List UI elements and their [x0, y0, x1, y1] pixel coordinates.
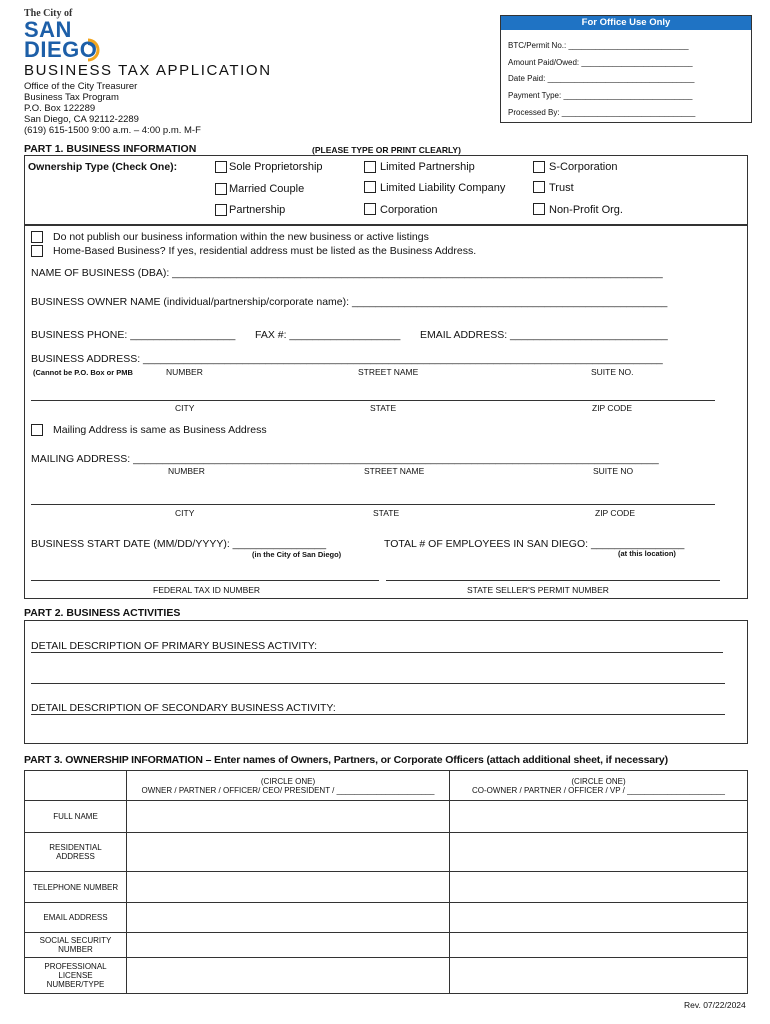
office-use-header: For Office Use Only [501, 16, 751, 30]
owner-address-cell[interactable] [127, 833, 450, 872]
label-zip-code: ZIP CODE [595, 508, 635, 518]
label-federal-tax: FEDERAL TAX ID NUMBER [153, 585, 261, 595]
employees-field[interactable]: TOTAL # OF EMPLOYEES IN SAN DIEGO: ________________ [384, 538, 685, 550]
label-number: NUMBER [168, 466, 205, 476]
row-label-ssn [25, 933, 127, 958]
city-logo [24, 8, 124, 64]
office-use-field: Processed By: ______________________________ [508, 108, 696, 117]
circle-one-label: (CIRCLE ONE) [260, 776, 316, 786]
label-suite-no: SUITE NO [593, 466, 634, 476]
owner-ssn-cell[interactable] [127, 933, 450, 958]
label-street-name: STREET NAME [364, 466, 425, 476]
checkbox-partnership[interactable] [215, 204, 227, 216]
ownership-type-label: Ownership Type (Check One): [28, 161, 178, 173]
label-nonprofit: Non-Profit Org. [549, 204, 623, 216]
part1-instruction: (PLEASE TYPE OR PRINT CLEARLY) [312, 145, 461, 155]
address-line: Office of the City Treasurer [24, 81, 138, 92]
secondary-activity-label: DETAIL DESCRIPTION OF SECONDARY BUSINESS ACTIVITY: [31, 702, 336, 714]
co-owner-phone-cell[interactable] [450, 872, 748, 903]
office-use-field: Date Paid: _________________________________ [508, 74, 695, 83]
part1-heading: PART 1. BUSINESS INFORMATION [24, 143, 197, 155]
business-activities-box [24, 620, 748, 744]
checkbox-trust[interactable] [533, 181, 545, 193]
label-partnership: Partnership [229, 204, 286, 216]
label-no-publish: Do not publish our business information within the new business or active listings [53, 231, 429, 243]
checkbox-married-couple[interactable] [215, 183, 227, 195]
label-trust: Trust [549, 182, 574, 194]
treasurer-address [24, 81, 201, 136]
office-use-field: BTC/Permit No.: ___________________________ [508, 41, 689, 50]
row-label-email: EMAIL ADDRESS [25, 903, 127, 933]
co-owner-ssn-cell[interactable] [450, 933, 748, 958]
owner-name-field[interactable]: BUSINESS OWNER NAME (individual/partnership/corporate name): ______________________________________________________ [31, 296, 668, 308]
table-row [25, 833, 748, 872]
business-address-field[interactable]: BUSINESS ADDRESS: _________________________________________________________________________________________ [31, 353, 663, 365]
label-state: STATE [373, 508, 400, 518]
label-zip-code: ZIP CODE [592, 403, 632, 413]
label-sole-proprietorship: Sole Proprietorship [229, 161, 323, 173]
address-line: San Diego, CA 92112-2289 [24, 114, 139, 125]
start-date-field[interactable]: BUSINESS START DATE (MM/DD/YYYY): ________________ [31, 538, 327, 550]
mailing-city-state-zip-line[interactable] [31, 504, 715, 505]
checkbox-home-based[interactable] [31, 245, 43, 257]
co-owner-license-cell[interactable] [450, 958, 748, 994]
secondary-activity-field[interactable] [31, 702, 725, 715]
checkbox-s-corporation[interactable] [533, 161, 545, 173]
row-label-license [25, 958, 127, 994]
federal-tax-line[interactable] [31, 580, 379, 581]
label-s-corporation: S-Corporation [549, 161, 618, 173]
in-city-note: (in the City of San Diego) [252, 550, 342, 559]
row-label-text: SOCIAL SECURITY [39, 936, 112, 945]
label-state: STATE [370, 403, 397, 413]
primary-activity-line-2[interactable] [31, 683, 725, 684]
address-line: Business Tax Program [24, 92, 119, 103]
co-owner-address-cell[interactable] [450, 833, 748, 872]
table-row [25, 872, 748, 903]
label-llc: Limited Liability Company [380, 182, 506, 194]
po-box-note: (Cannot be P.O. Box or PMB [33, 368, 133, 377]
checkbox-llc[interactable] [364, 181, 376, 193]
checkbox-nonprofit[interactable] [533, 203, 545, 215]
table-row [25, 903, 748, 933]
label-number: NUMBER [166, 367, 203, 377]
owner-email-cell[interactable] [127, 903, 450, 933]
label-home-based: Home-Based Business? If yes, residential address must be listed as the Business Address. [53, 245, 477, 257]
office-use-box [500, 15, 752, 123]
office-use-field: Payment Type: _____________________________ [508, 91, 693, 100]
label-mailing-same: Mailing Address is same as Business Address [53, 424, 267, 436]
label-street-name: STREET NAME [358, 367, 419, 377]
label-suite-no: SUITE NO. [591, 367, 634, 377]
seller-permit-line[interactable] [386, 580, 720, 581]
row-label-full-name: FULL NAME [25, 801, 127, 833]
label-limited-partnership: Limited Partnership [380, 161, 475, 173]
label-seller-permit: STATE SELLER'S PERMIT NUMBER [467, 585, 609, 595]
row-label-text: LICENSE [58, 971, 93, 980]
logo-san: SAN [24, 17, 72, 42]
checkbox-corporation[interactable] [364, 203, 376, 215]
row-label-text: NUMBER/TYPE [46, 980, 105, 989]
label-corporation: Corporation [380, 204, 438, 216]
owner-license-cell[interactable] [127, 958, 450, 994]
column-header-co-owner[interactable] [450, 771, 748, 801]
fax-field[interactable]: FAX #: ___________________ [255, 329, 401, 341]
label-city: CITY [175, 403, 195, 413]
page-title: BUSINESS TAX APPLICATION [24, 62, 272, 79]
primary-activity-label: DETAIL DESCRIPTION OF PRIMARY BUSINESS ACTIVITY: [31, 640, 318, 652]
owner-title-options: OWNER / PARTNER / OFFICER/ CEO/ PRESIDENT / ______________________ [141, 785, 435, 795]
address-line: (619) 615-1500 9:00 a.m. – 4:00 p.m. M-F [24, 125, 201, 136]
city-state-zip-line[interactable] [31, 400, 715, 401]
part3-heading: PART 3. OWNERSHIP INFORMATION – Enter names of Owners, Partners, or Corporate Officers (attach additional sheet, if necessary) [24, 754, 668, 766]
business-name-field[interactable]: NAME OF BUSINESS (DBA): ____________________________________________________________________________________ [31, 267, 663, 279]
email-field[interactable]: EMAIL ADDRESS: ___________________________ [420, 329, 668, 341]
checkbox-no-publish[interactable] [31, 231, 43, 243]
co-owner-title-options: CO-OWNER / PARTNER / OFFICER / VP / ______________________ [471, 785, 725, 795]
primary-activity-field[interactable] [31, 640, 723, 653]
logo-small-text: The City of [24, 8, 73, 19]
table-row [25, 933, 748, 958]
label-married-couple: Married Couple [229, 183, 305, 195]
table-corner [25, 771, 127, 801]
row-label-telephone: TELEPHONE NUMBER [25, 872, 127, 903]
circle-one-label: (CIRCLE ONE) [571, 776, 626, 786]
co-owner-email-cell[interactable] [450, 903, 748, 933]
owner-full-name-cell[interactable] [127, 801, 450, 833]
checkbox-mailing-same[interactable] [31, 424, 43, 436]
office-use-field: Amount Paid/Owed: _________________________ [508, 58, 693, 67]
sun-icon [86, 38, 102, 62]
address-line: P.O. Box 122289 [24, 103, 96, 114]
at-location-note: (at this location) [618, 549, 676, 558]
row-label-text: NUMBER [58, 945, 93, 954]
checkbox-limited-partnership[interactable] [364, 161, 376, 173]
ownership-table [24, 770, 748, 994]
table-row [25, 958, 748, 994]
owner-phone-cell[interactable] [127, 872, 450, 903]
revision-date: Rev. 07/22/2024 [684, 1000, 746, 1010]
row-label-text: ADDRESS [56, 852, 95, 861]
row-label-residential-address [25, 833, 127, 872]
business-phone-field[interactable]: BUSINESS PHONE: __________________ [31, 329, 236, 341]
part2-heading: PART 2. BUSINESS ACTIVITIES [24, 607, 181, 619]
column-header-owner[interactable] [127, 771, 450, 801]
checkbox-sole-proprietorship[interactable] [215, 161, 227, 173]
label-city: CITY [175, 508, 195, 518]
row-label-text: RESIDENTIAL [49, 843, 102, 852]
mailing-address-field[interactable]: MAILING ADDRESS: __________________________________________________________________________________________ [31, 453, 659, 465]
row-label-text: PROFESSIONAL [44, 962, 107, 971]
logo-diego: DIEGO [24, 37, 98, 62]
co-owner-full-name-cell[interactable] [450, 801, 748, 833]
table-row [25, 801, 748, 833]
